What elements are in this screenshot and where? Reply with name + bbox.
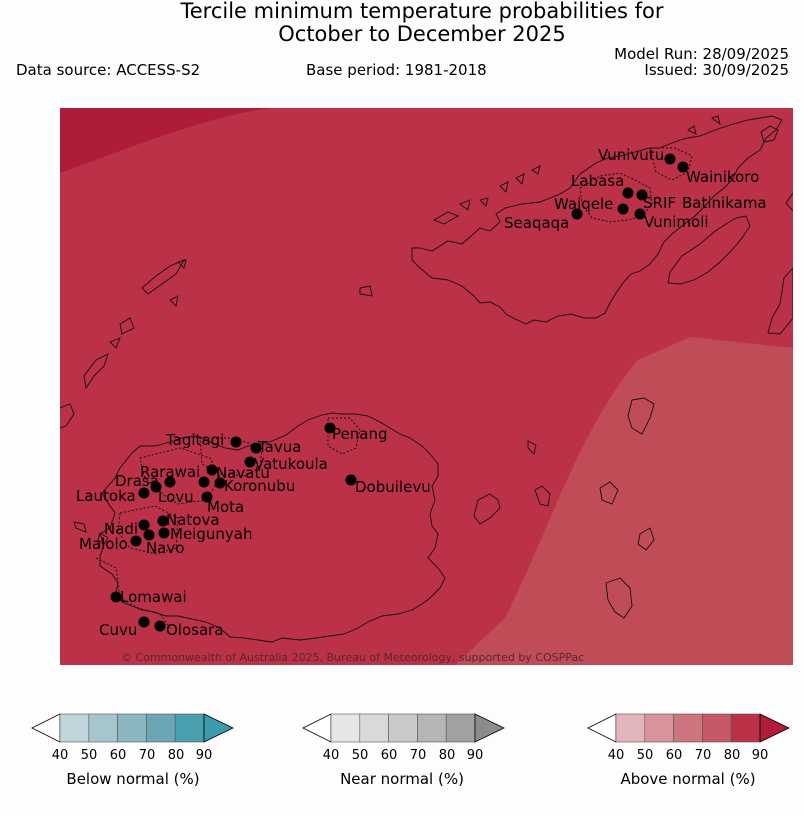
colorbar-above-segment: [731, 714, 760, 742]
title-line-1: Tercile minimum temperature probabilities for: [180, 0, 664, 23]
station-vunivutu: [665, 154, 676, 165]
colorbar-near: [301, 712, 507, 746]
tick: 90: [195, 748, 213, 763]
colorbar-above-segment: [616, 714, 645, 742]
copyright-notice: © Commonwealth of Australia 2025, Bureau of Meteorology, supported by COSPPac: [121, 651, 585, 664]
tick: 50: [80, 748, 98, 763]
colorbar-below-segment: [60, 714, 89, 742]
label-penang: Penang: [332, 425, 388, 443]
label-tavua: Tavua: [258, 438, 302, 456]
label-srif: SRIF: [643, 194, 676, 212]
label-dobuilevu: Dobuilevu: [355, 478, 431, 496]
station-nadi: [139, 520, 150, 531]
station-waiqele: [618, 204, 629, 215]
colorbar-below-segment: [175, 714, 204, 742]
colorbar-above: [586, 712, 792, 746]
issued-date: Issued: 30/09/2025: [644, 61, 789, 79]
tick: 60: [665, 748, 683, 763]
label-vunimoli: Vunimoli: [644, 213, 709, 231]
label-rarawai: Rarawai: [140, 463, 201, 481]
label-lautoka: Lautoka: [76, 487, 136, 505]
label-vatukoula: Vatukoula: [254, 455, 328, 473]
label-drasa: Drasa: [115, 472, 159, 490]
label-mota: Mota: [207, 498, 245, 516]
label-batinikama: Batinikama: [682, 194, 767, 212]
tick: 50: [351, 748, 369, 763]
colorbar-above-label: Above normal (%): [620, 770, 756, 788]
colorbar-above-extend: [760, 714, 789, 742]
colorbar-near-extend: [475, 714, 504, 742]
tick: 60: [109, 748, 127, 763]
station-olosara: [155, 621, 166, 632]
colorbar-near-segment: [417, 714, 446, 742]
label-seaqaqa: Seaqaqa: [504, 214, 570, 232]
map-title: [0, 0, 804, 46]
base-period: Base period: 1981-2018: [306, 61, 487, 79]
label-tagitagi: Tagitagi: [166, 431, 225, 449]
tick: 70: [694, 748, 712, 763]
colorbar-below-label: Below normal (%): [66, 770, 200, 788]
colorbar-below-segment: [146, 714, 175, 742]
colorbar-near-segment: [446, 714, 475, 742]
label-cuvu: Cuvu: [99, 621, 138, 639]
data-source: Data source: ACCESS-S2: [16, 61, 201, 79]
label-navatu: Navatu: [216, 464, 270, 482]
station-tagitagi: [231, 437, 242, 448]
tick: 70: [409, 748, 427, 763]
model-run: Model Run: 28/09/2025: [614, 45, 789, 63]
tick: 80: [723, 748, 741, 763]
tick: 90: [466, 748, 484, 763]
label-meigunyah: Meigunyah: [170, 525, 253, 543]
label-labasa: Labasa: [571, 172, 625, 190]
colorbar-above-segment: [674, 714, 703, 742]
label-nadi: Nadi: [104, 520, 139, 538]
tick: 40: [322, 748, 340, 763]
label-lovu: Lovu: [158, 488, 194, 506]
tick: 80: [167, 748, 185, 763]
tick: 70: [138, 748, 156, 763]
label-waiqele: Waiqele: [554, 195, 614, 213]
colorbar-above-segment: [645, 714, 674, 742]
label-vunivutu: Vunivutu: [598, 146, 665, 164]
colorbar-below: [30, 712, 236, 746]
label-lomawai: Lomawai: [120, 588, 187, 606]
label-malolo: Malolo: [79, 535, 128, 553]
colorbar-near-label: Near normal (%): [340, 770, 464, 788]
colorbar-near-segment: [331, 714, 360, 742]
station-meigunyah: [159, 528, 170, 539]
colorbar-near-segment: [389, 714, 418, 742]
title-line-2: October to December 2025: [278, 22, 566, 46]
tick: 90: [751, 748, 769, 763]
colorbar-below-segment: [118, 714, 147, 742]
colorbar-near-segment: [360, 714, 389, 742]
colorbar-below-extend: [204, 714, 233, 742]
tick: 80: [438, 748, 456, 763]
label-navo: Navo: [146, 539, 185, 557]
colorbar-below-segment: [89, 714, 118, 742]
tick: 40: [607, 748, 625, 763]
label-natova: Natova: [166, 511, 220, 529]
label-wainikoro: Wainikoro: [686, 168, 760, 186]
station-cuvu: [139, 617, 150, 628]
tick: 60: [380, 748, 398, 763]
colorbar-above-segment: [702, 714, 731, 742]
tick: 50: [636, 748, 654, 763]
probability-map: [60, 108, 793, 665]
label-olosara: Olosara: [166, 621, 224, 639]
tick: 40: [51, 748, 69, 763]
label-koronubu: Koronubu: [224, 477, 296, 495]
